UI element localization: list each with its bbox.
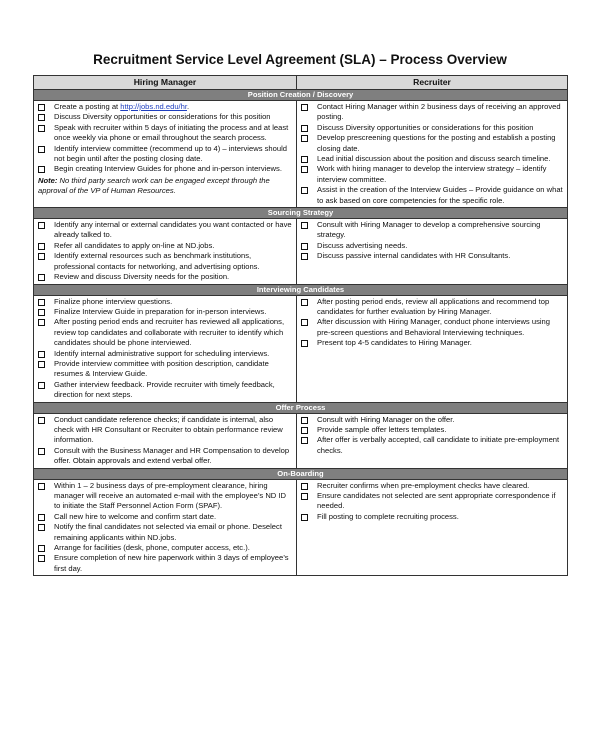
item-text: Consult with the Business Manager and HR Compensation to develop offer. Obtain approvals and extend verbal offer. (54, 445, 290, 466)
checklist (297, 296, 567, 350)
section-row-sourcing-strategy (34, 208, 568, 219)
checklist-item (301, 133, 564, 154)
column-header-row (34, 76, 568, 90)
item-text: Assist in the creation of the Interview Guides – Provide guidance on what to ask based on core competencies for the specific role. (317, 185, 563, 205)
item-text: After posting period ends, review all applications and recommend top candidates for further evaluation by Hiring Manager. (317, 296, 550, 316)
hiring-manager-cell (34, 295, 297, 402)
item-text: After offer is verbally accepted, call candidate to initiate pre-employment checks. (317, 435, 560, 455)
item-text: Consult with Hiring Manager to develop a comprehensive sourcing strategy. (317, 220, 541, 240)
section-title: Position Creation / Discovery (34, 90, 568, 101)
checklist-item (301, 154, 564, 164)
checklist-item (38, 102, 293, 112)
checklist-item (38, 297, 293, 307)
checklist-item (301, 102, 564, 123)
section-row-interviewing-candidates (34, 284, 568, 295)
hiring-manager-cell (34, 479, 297, 576)
checklist-item (38, 415, 293, 446)
section-title: Sourcing Strategy (34, 208, 568, 219)
section-row-offer-process (34, 402, 568, 413)
checklist-item (301, 512, 564, 522)
checklist-item (38, 164, 293, 174)
item-text: Begin creating Interview Guides for phone and in-person interviews. (54, 164, 282, 174)
checklist-item (301, 297, 564, 318)
item-text: Identify internal administrative support for scheduling interviews. (54, 348, 270, 358)
checklist-item (38, 349, 293, 359)
checklist (297, 480, 567, 524)
checklist-item (38, 220, 293, 241)
item-text: Gather interview feedback. Provide recruiter with timely feedback, direction for next steps. (54, 379, 275, 400)
item-text: Finalize phone interview questions. (54, 296, 173, 306)
item-text: . (187, 102, 190, 111)
checklist-item (301, 338, 564, 348)
note-label: Note: (38, 175, 58, 185)
checklist-item (38, 241, 293, 251)
checklist-item (301, 164, 564, 185)
checklist-item (301, 491, 564, 512)
section-row-position-creation-discovery (34, 90, 568, 101)
checklist-item (301, 435, 564, 456)
checklist (34, 296, 296, 402)
item-text: Identify interview committee (recommend up to 4) – interviews should not begin until after the posting closing date. (54, 143, 287, 164)
item-text: Arrange for facilities (desk, phone, computer access, etc.). (54, 543, 250, 553)
checklist (34, 414, 296, 468)
item-text: Lead initial discussion about the position and discuss search timeline. (317, 154, 551, 164)
item-text: Discuss passive internal candidates with HR Consultants. (317, 251, 511, 261)
hiring-manager-cell (34, 219, 297, 284)
hiring-manager-cell (34, 101, 297, 208)
item-text: Create a posting at (54, 102, 121, 111)
checklist-item (38, 380, 293, 401)
checklist-item (301, 241, 564, 251)
sla-table (33, 75, 568, 576)
item-text: Conduct candidate reference checks; if candidate is internal, also check with HR Consultant or Recruiter to obtain performance review information. (54, 414, 283, 445)
section-content-row (34, 413, 568, 468)
note-text: No third party search work can be engaged except through the approval of the VP of Human Resources. (38, 175, 270, 196)
item-text: Discuss Diversity opportunities or considerations for this position (317, 122, 534, 132)
checklist (297, 101, 567, 207)
recruiter-cell (297, 101, 568, 208)
item-text: Discuss advertising needs. (317, 240, 408, 250)
item-text: Within 1 – 2 business days of pre-employment clearance, hiring manager will receive an automated e-mail with the employee’s ND ID to initiate the Staff Personnel Action Form (SPAF). (54, 480, 286, 511)
checklist-item (38, 251, 293, 272)
item-text: Notify the final candidates not selected via email or phone. Deselect remaining applicants within ND.jobs. (54, 522, 282, 542)
item-text: Develop prescreening questions for the posting and establish a posting closing date. (317, 133, 556, 153)
checklist-item (38, 272, 293, 282)
section-title: On-Boarding (34, 468, 568, 479)
recruiter-cell (297, 219, 568, 284)
section-content-row (34, 479, 568, 576)
checklist-item (38, 144, 293, 165)
checklist (34, 219, 296, 283)
item-text: Recruiter confirms when pre-employment checks have cleared. (317, 480, 530, 490)
page-title: Recruitment Service Level Agreement (SLA) – Process Overview (93, 52, 507, 67)
checklist-item (301, 220, 564, 241)
item-text: Provide interview committee with position description, candidate resumes & Interview Guide. (54, 358, 269, 379)
item-text: Call new hire to welcome and confirm start date. (54, 511, 217, 521)
recruiter-cell (297, 479, 568, 576)
column-header-hiring-manager: Hiring Manager (34, 76, 297, 90)
column-header-recruiter: Recruiter (297, 76, 568, 90)
checklist-item (38, 446, 293, 467)
checklist (34, 480, 296, 576)
section-row-on-boarding (34, 468, 568, 479)
item-text: Ensure candidates not selected are sent appropriate correspondence if needed. (317, 491, 556, 511)
item-text: Refer all candidates to apply on-line at ND.jobs. (54, 240, 215, 250)
section-content-row (34, 295, 568, 402)
checklist-item (301, 123, 564, 133)
item-text: Discuss Diversity opportunities or considerations for this position (54, 112, 271, 122)
checklist-item (301, 251, 564, 261)
checklist-item (301, 317, 564, 338)
checklist-item (38, 123, 293, 144)
checklist-item (38, 481, 293, 512)
section-content-row (34, 219, 568, 284)
item-text: Finalize Interview Guide in preparation for in-person interviews. (54, 306, 267, 316)
checklist-item (38, 553, 293, 574)
recruiter-cell (297, 295, 568, 402)
section-title: Offer Process (34, 402, 568, 413)
item-text: Work with hiring manager to develop the interview strategy – identify interview committee. (317, 164, 547, 184)
checklist-item (38, 543, 293, 553)
checklist-item (301, 481, 564, 491)
checklist-item (38, 522, 293, 543)
checklist-item (301, 415, 564, 425)
checklist-item (38, 307, 293, 317)
item-text: After posting period ends and recruiter has reviewed all applications, review top candidates and collaborate with recruiter to identify which candidates should be phone interviewed. (54, 317, 285, 348)
checklist-item (38, 317, 293, 348)
checklist-item (301, 185, 564, 206)
item-text: Fill posting to complete recruiting process. (317, 511, 459, 521)
checklist-item (301, 425, 564, 435)
checklist (34, 101, 296, 176)
checklist-item (38, 359, 293, 380)
checklist-item (38, 112, 293, 122)
item-text: Identify external resources such as benchmark institutions, professional contacts for networking, and advertising options. (54, 251, 260, 271)
item-text: Contact Hiring Manager within 2 business days of receiving an approved posting. (317, 102, 561, 122)
section-content-row (34, 101, 568, 208)
recruiter-cell (297, 413, 568, 468)
hiring-manager-cell (34, 413, 297, 468)
item-text: Identify any internal or external candidates you want contacted or have already talked to. (54, 220, 292, 240)
item-text: Ensure completion of new hire paperwork within 3 days of employee’s first day. (54, 553, 289, 573)
item-text: Present top 4-5 candidates to Hiring Manager. (317, 338, 472, 348)
sla-table-body (34, 76, 568, 576)
item-text: After discussion with Hiring Manager, conduct phone interviews using pre-screen questions and Behavioral Interviewing techniques. (317, 317, 550, 337)
item-text: Provide sample offer letters templates. (317, 424, 447, 434)
note (34, 176, 296, 198)
checklist (297, 414, 567, 458)
item-text: Review and discuss Diversity needs for the position. (54, 272, 230, 282)
item-text: Consult with Hiring Manager on the offer. (317, 414, 455, 424)
checklist-item (38, 512, 293, 522)
checklist (297, 219, 567, 263)
item-text: Speak with recruiter within 5 days of initiating the process and at least once weekly via phone or email throughout the search process. (54, 122, 289, 143)
jobs-link[interactable]: http://jobs.nd.edu/hr (120, 102, 187, 111)
section-title: Interviewing Candidates (34, 284, 568, 295)
